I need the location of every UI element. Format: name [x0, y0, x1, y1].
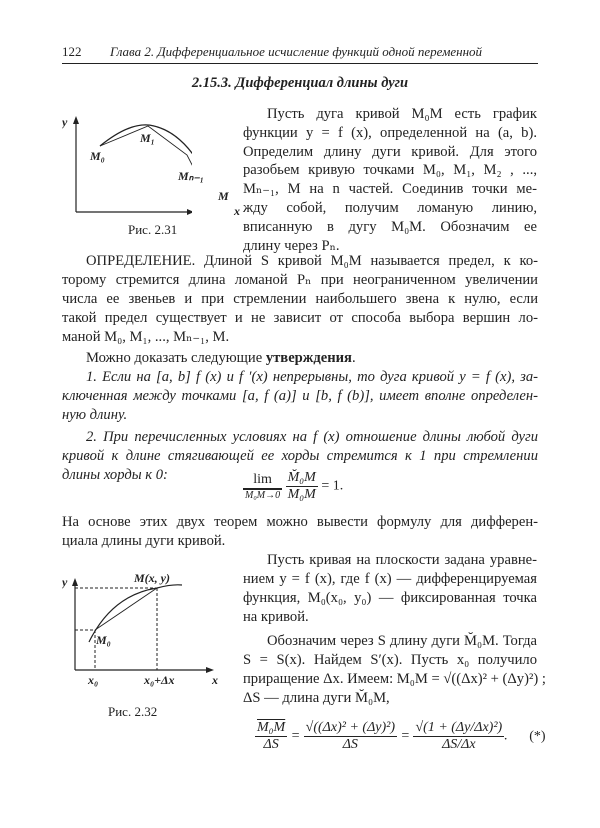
- svg-text:Mₙ₋₁: Mₙ₋₁: [178, 169, 204, 183]
- text-line: 1. Если на [a, b] f (x) и f ′(x) непрерывны, то дуга кривой y = f (x), за-: [86, 369, 538, 385]
- text-line: функции y = f (x), определенной на (a, b).: [243, 124, 537, 141]
- svg-text:M₁: M₁: [140, 131, 155, 145]
- text-line: торому стремится длина ломаной Pₙ при неограниченном увеличении: [62, 272, 538, 288]
- text-line: Обозначим через S длину дуги M̆₀M. Тогда: [267, 633, 537, 649]
- text-line: на кривой.: [243, 609, 309, 625]
- svg-text:y: y: [62, 115, 68, 129]
- text-line: нием y = f (x), где f (x) — дифференцируемая: [243, 571, 537, 587]
- text-line: На основе этих двух теорем можно вывести формулу для дифферен-: [62, 514, 538, 530]
- svg-text:M(x, y): M(x, y): [134, 571, 170, 585]
- text-line: Mₙ₋₁, M на n частей. Соединив точки ме-: [243, 181, 537, 198]
- text-line: кривой к длине стягивающей ее хорды стремится к 1 при стремлении: [62, 448, 538, 464]
- header-rule: [62, 63, 538, 64]
- derivative-formula: $\frac{\text{M₀M}}{\Delta S}$ = $\frac{\text{√((Δx)² + (Δy)²)}}{\Delta S}$ = $\frac{\text{√(1 + (Δy/Δx)²)}}{\Delta S/\Delta x}$ . (*): [257, 720, 546, 752]
- text-line: жду собой, получим ломаную линию,: [243, 200, 537, 216]
- page-number: 122: [62, 44, 82, 59]
- text-line: длину через Pₙ.: [243, 237, 340, 254]
- limit-formula: $\frac{\lim}{\text{M₀M→0}}$ $\frac{\text{M̆₀M}}{\text{M₀M}}$ = 1.: [245, 470, 344, 502]
- text-line: Пусть дуга кривой M₀M есть график: [267, 106, 537, 122]
- text-line: ОПРЕДЕЛЕНИЕ. Длиной S кривой M₀M называется предел, к ко-: [86, 253, 538, 269]
- text-line: циала длины дуги кривой.: [62, 533, 226, 549]
- svg-text:x: x: [234, 204, 240, 218]
- claims-intro: Можно доказать следующие утверждения.: [86, 350, 356, 366]
- figure-2-31-right: [150, 110, 250, 220]
- figure-2-32: [62, 570, 222, 695]
- running-header: Глава 2. Дифференциальное исчисление функций одной переменной: [110, 44, 483, 59]
- svg-text:x₀: x₀: [88, 673, 99, 687]
- text-line: ключенная между точками [a, f (a)] и [b, f (b)], имеет вполне определен-: [62, 388, 538, 404]
- figure-caption: Рис. 2.31: [128, 222, 178, 237]
- text-line: приращение Δx. Имеем: M₀M = √((Δx)² + (Δy)²) ;: [243, 671, 546, 687]
- svg-text:M₀: M₀: [96, 633, 111, 647]
- text-line: разобьем кривую точками M₀, M₁, M₂ , ...,: [243, 162, 537, 179]
- text-line: Определим длину дуги кривой. Для этого: [243, 143, 537, 160]
- svg-text:M: M: [218, 189, 229, 203]
- svg-text:M₀: M₀: [90, 149, 105, 163]
- text-line: ную длину.: [62, 407, 128, 423]
- svg-text:x: x: [212, 673, 218, 687]
- text-line: 2. При перечисленных условиях на f (x) отношение длины любой дуги: [86, 429, 538, 445]
- text-line: числа ее звеньев и при стремлении наибольшего звена к нулю, если: [62, 291, 538, 307]
- svg-text:x₀+Δx: x₀+Δx: [144, 673, 175, 687]
- text-line: длины хорды к 0:: [62, 467, 168, 483]
- text-line: вписанную в дугу M₀M. Обозначим ее: [243, 218, 537, 235]
- text-line: маной M₀, M₁, ..., Mₙ₋₁, M.: [62, 329, 230, 345]
- section-title: 2.15.3. Дифференциал длины дуги: [191, 75, 409, 91]
- figure-caption: Рис. 2.32: [108, 704, 158, 719]
- text-line: такой предел существует и не зависит от способа выбора вершин ло-: [62, 310, 538, 326]
- text-line: Пусть кривая на плоскости задана уравне-: [267, 552, 537, 568]
- text-line: ΔS — длина дуги M̆₀M,: [243, 690, 390, 706]
- text-line: S = S(x). Найдем S′(x). Пусть x₀ получило: [243, 652, 537, 668]
- text-line: функция, M₀(x₀, y₀) — фиксированная точка: [243, 590, 537, 606]
- svg-text:y: y: [62, 575, 68, 589]
